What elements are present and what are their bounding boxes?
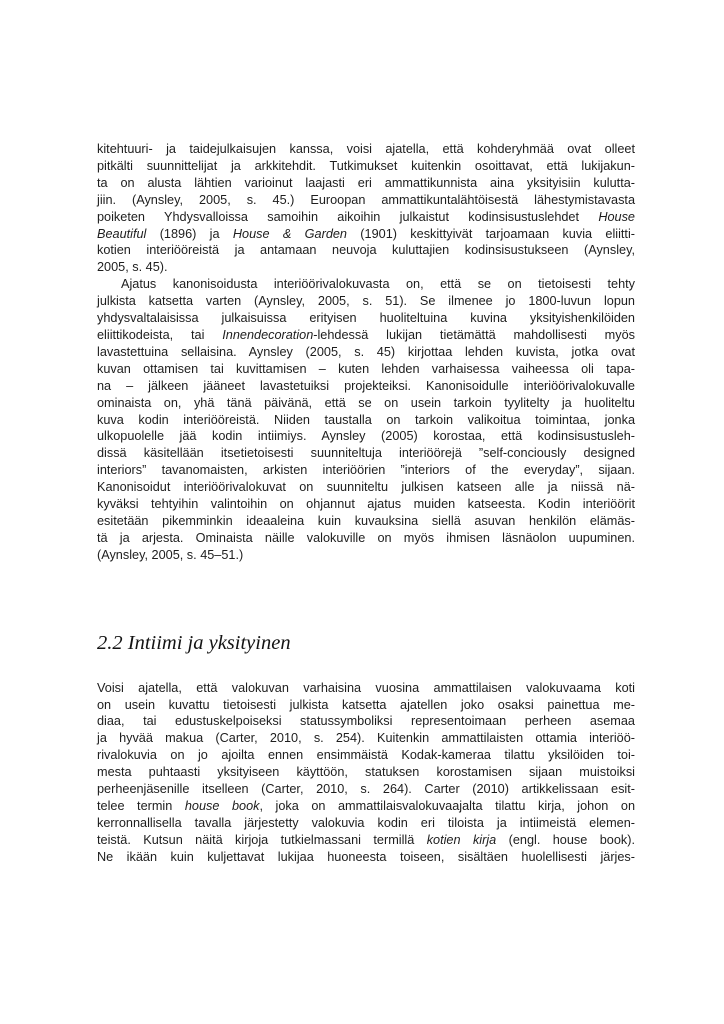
italic-text: Beautiful: [97, 226, 147, 241]
text-line: [97, 781, 635, 798]
text-segment: interiors” tavanomaisten, arkisten interiöörien ”interiors of the everyday”, sijaan.: [97, 463, 635, 478]
text-line: [97, 259, 635, 276]
text-line: [97, 158, 635, 175]
text-line: [97, 849, 635, 866]
italic-text: House: [598, 209, 635, 224]
text-segment: kuva kodin interiööreistä. Niiden taustalla on tarkoin valikoitua toimintaa, jonka: [97, 412, 635, 427]
text-line: [97, 513, 635, 530]
text-line: [97, 479, 635, 496]
text-segment: kerronnallisella tavalla järjestetty valokuvia kodin eri tiloista ja intiimeistä elemen-: [97, 815, 635, 830]
text-segment: -lehdessä lukijan tietämättä mahdollisesti myös: [313, 327, 635, 342]
text-line: [97, 141, 635, 158]
text-line: [97, 445, 635, 462]
text-segment: Ne ikään kuin kuljettavat lukijaa huoneesta toiseen, sisältäen huolellisesti järjes-: [97, 849, 635, 864]
italic-text: kotien kirja: [426, 832, 497, 847]
text-line: [97, 815, 635, 832]
text-segment: kuvan ottamisen tai kuvittamisen – kuten lehden varhaisessa vaiheessa oli tapa-: [97, 361, 635, 376]
text-line: [97, 361, 635, 378]
text-line: [97, 378, 635, 395]
text-segment: lavastettuina sellaisina. Aynsley (2005, s. 45) kirjottaa lehden kuvista, jotka ovat: [97, 344, 635, 359]
text-segment: teistä. Kutsun näitä kirjoja tutkielmassani termillä: [97, 832, 427, 847]
text-segment: ominaista on, yhä tänä päivänä, että se on usein tarkoin tyylitelty ja huoliteltu: [97, 395, 635, 410]
text-segment: tä ja arjesta. Ominaista näille valokuville on myös ihmisen läsnäolon uupuminen.: [97, 530, 635, 545]
text-segment: (1896) ja: [146, 226, 233, 241]
text-segment: na – jälkeen jääneet lavastetuiksi projekteiksi. Kanonisoidulle interiöörivalokuvalle: [97, 378, 635, 393]
text-line: [97, 276, 635, 293]
text-segment: 2005, s. 45).: [97, 260, 168, 275]
text-segment: kitehtuuri- ja taidejulkaisujen kanssa, voisi ajatella, että kohderyhmää ovat olleet: [97, 142, 635, 156]
text-line: [97, 192, 635, 209]
text-segment: (engl. house book).: [496, 832, 635, 847]
text-line: [97, 680, 635, 697]
text-segment: esitetään pikemminkin ideaaleina kuin kuvauksina siellä asuvan henkilön elämäs-: [97, 513, 635, 528]
text-line: [97, 747, 635, 764]
text-segment: kotien interiööreistä ja antamaan neuvoja kuluttajien kodinsisustukseen (Aynsley,: [97, 243, 635, 258]
text-segment: Ajatus kanonisoidusta interiöörivalokuvasta on, että se on tietoisesti tehty: [121, 277, 635, 292]
text-line: [97, 496, 635, 513]
text-segment: dissä käsitellään itsetietoisesti suunniteltuja interiöörejä ”self-conciously designed: [97, 446, 635, 461]
text-segment: ta on alusta lähtien varioinut laajasti eri ammattikunnista aina yksityisiin kulutta-: [97, 175, 635, 190]
text-segment: on usein kuvattu tietoisesti julkista katsetta ajatellen joko osaksi painettua me-: [97, 697, 635, 712]
text-line: [97, 344, 635, 361]
text-segment: julkista katsetta varten (Aynsley, 2005, s. 51). Se ilmenee jo 1800-luvun lopun: [97, 294, 635, 309]
text-segment: pitkälti suunnittelijat ja arkkitehdit. Tutkimukset kuitenkin osoittavat, että lukijakun-: [97, 158, 635, 173]
text-segment: rivalokuvia on jo ajoilta ennen ensimmäistä Kodak-kameraa tilattu yksilöiden toi-: [97, 748, 635, 763]
text-segment: , joka on ammattilaisvalokuvaajalta tilattu kirja, johon on: [259, 799, 635, 813]
text-line: [97, 175, 635, 192]
italic-text: house book: [184, 799, 260, 813]
text-line: [97, 713, 635, 730]
text-segment: Voisi ajatella, että valokuvan varhaisina vuosina ammattilaisen valokuvaama koti: [97, 680, 635, 695]
text-line: [97, 832, 635, 849]
body-paragraph: [97, 276, 635, 563]
text-line: [97, 242, 635, 259]
text-segment: eliittikodeista, tai: [97, 327, 223, 342]
italic-text: Innendecoration: [222, 327, 314, 342]
body-paragraph: [97, 680, 635, 866]
text-line: [97, 462, 635, 479]
text-line: [97, 226, 635, 243]
text-segment: jiin. (Aynsley, 2005, s. 45.) Euroopan ammattikuntalähtöisestä lähestymistavasta: [97, 192, 635, 207]
text-line: [97, 412, 635, 429]
text-line: [97, 209, 635, 226]
text-segment: (Aynsley, 2005, s. 45–51.): [97, 547, 244, 562]
text-segment: (1901) keskittyivät tarjoamaan kuvia eliitti-: [346, 226, 635, 241]
text-segment: mesta puhtaasti yksityiseen käyttöön, statuksen korostamisen sijaan muistoiksi: [97, 765, 635, 780]
text-line: [97, 428, 635, 445]
section-heading: 2.2 Intiimi ja yksityinen: [97, 631, 291, 654]
body-paragraph: [97, 141, 635, 276]
text-line: [97, 697, 635, 714]
text-segment: telee termin: [97, 799, 185, 813]
text-segment: diaa, tai edustuskelpoiseksi statussymboliksi representoimaan perheen asemaa: [97, 714, 635, 729]
text-line: [97, 764, 635, 781]
text-line: [97, 547, 635, 564]
text-segment: kyväksi tehtyihin valintoihin on ohjannut ajatus muiden katseesta. Kodin interiöörit: [97, 497, 635, 512]
text-line: [97, 530, 635, 547]
text-line: [97, 798, 635, 815]
text-segment: ja hyvää makua (Carter, 2010, s. 254). Kuitenkin ammattilaisten ottamia interiöö-: [97, 731, 635, 746]
text-segment: ulkopuolelle jää kodin intiimiys. Aynsley (2005) korostaa, että kodinsisustusleh-: [97, 429, 635, 444]
text-line: [97, 327, 635, 344]
text-line: [97, 293, 635, 310]
text-segment: poiketen Yhdysvalloissa samoihin aikoihin julkaistut kodinsisustuslehdet: [97, 209, 599, 224]
text-segment: yhdysvaltalaisissa julkaisuissa erityisen huoliteltuina kuvina yksityishenkilöiden: [97, 311, 635, 326]
italic-text: House & Garden: [232, 226, 347, 241]
text-block: [97, 141, 635, 866]
text-line: [97, 310, 635, 327]
text-segment: perheenjäsenille itselleen (Carter, 2010, s. 264). Carter (2010) artikkelissaan esit-: [97, 782, 635, 797]
text-line: [97, 395, 635, 412]
text-segment: Kanonisoidut interiöörivalokuvat on suunniteltu julkisen katseen alle ja niissä nä-: [97, 480, 635, 495]
text-line: [97, 730, 635, 747]
